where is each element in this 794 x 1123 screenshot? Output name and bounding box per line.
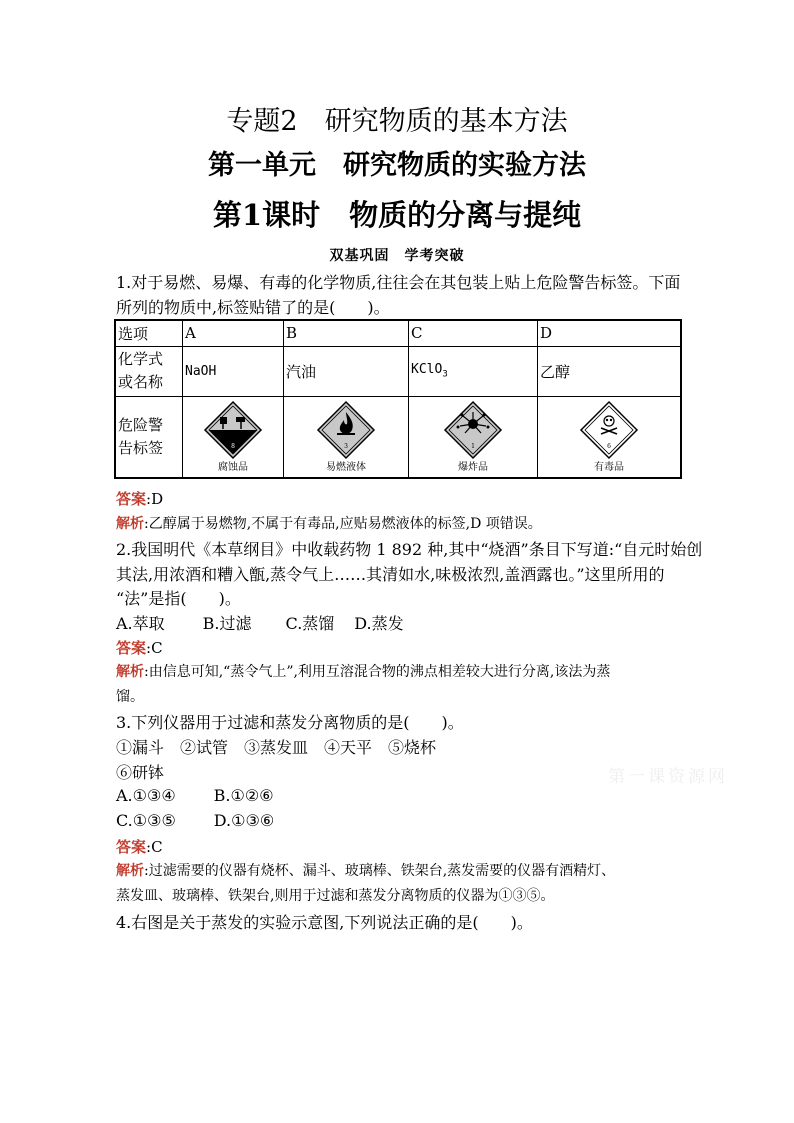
table-header-option: 选项 [115,320,183,346]
table-row-options [115,320,681,346]
answer-value: :C [146,639,163,657]
answer-label: 答案 [116,639,147,657]
answer-label: 答案 [116,838,147,856]
q3-choice-a: A.①③④ [116,786,176,805]
option-a: A [183,320,284,346]
q2-line1: 2.我国明代《本草纲目》中收载药物 1 892 种,其中“烧酒”条目下写道:“自元时始创 [116,540,703,559]
hazard-table [114,319,682,479]
q3-line1: 3.下列仪器用于过滤和蒸发分离物质的是( )。 [116,713,464,732]
flame-sign-number: 3 [344,442,348,450]
table-row-substances [115,346,681,396]
substance-c-subscript: 3 [442,369,448,380]
unit-title: 第一单元 研究物质的实验方法 [208,150,586,181]
q3-items-line2: ⑥研钵 [116,763,165,782]
answer-label: 答案 [116,490,147,508]
q1-analysis [116,513,542,533]
section-subtitle: 双基巩固 学考突破 [329,248,465,264]
q1-answer [116,488,163,509]
analysis-label: 解析 [116,863,144,879]
answer-value: :D [146,490,164,508]
q3-analysis-line2: 蒸发皿、玻璃棒、铁架台,则用于过滤和蒸发分离物质的仪器为①③⑤。 [116,888,555,904]
table-header-label [115,396,183,478]
q3-choice-d: D.①③⑥ [213,811,275,830]
substance-a: NaOH [183,346,284,396]
q1-line1: 1.对于易燃、易爆、有毒的化学物质,往往会在其包装上贴上危险警告标签。下面 [116,273,681,292]
q3-choice-b: B.①②⑥ [213,786,274,805]
q3-analysis-line1 [116,860,615,880]
q2-analysis-line1 [116,661,610,681]
formula-header-line1: 化学式 [118,350,164,368]
sign-caption-b: 易燃液体 [326,461,366,473]
option-c: C [409,320,538,346]
answer-value: :C [146,838,163,856]
sign-caption-d: 有毒品 [594,461,624,473]
lesson-title: 第1课时 物质的分离与提纯 [212,198,582,232]
q3-items-line1: ①漏斗 ②试管 ③蒸发皿 ④天平 ⑤烧杯 [116,738,437,757]
sign-cell-a [183,396,284,478]
skull-sign-icon [579,400,639,460]
sign-caption-a: 腐蚀品 [218,461,248,473]
sign-cell-b [284,396,409,478]
analysis-label: 解析 [116,516,144,532]
q2-analysis-line2: 馏。 [116,689,144,705]
table-row-signs [115,396,681,478]
q2-choices [116,611,404,634]
formula-header-line2: 或名称 [118,373,164,391]
skull-sign-number: 6 [607,442,611,450]
analysis-text: :乙醇属于易燃物,不属于有毒品,应贴易燃液体的标签,D 项错误。 [144,516,542,532]
q2-line3: “法”是指( )。 [116,589,241,608]
table-header-formula [115,346,183,396]
q3-answer [116,836,163,857]
q2-choice-c: C.蒸馏 [285,614,335,633]
sign-cell-d [538,396,682,478]
option-b: B [284,320,409,346]
analysis-label: 解析 [116,664,144,680]
substance-b: 汽油 [284,346,409,396]
q4-line1: 4.右图是关于蒸发的实验示意图,下列说法正确的是( )。 [116,913,533,932]
sign-cell-c [409,396,538,478]
label-header-line2: 告标签 [118,438,164,457]
q1-line2: 所列的物质中,标签贴错了的是( )。 [116,298,390,317]
q3-choices-row1 [116,786,274,805]
q2-line2: 其法,用浓酒和糟入甑,蒸令气上……其清如水,味极浓烈,盖酒露也。”这里所用的 [116,565,665,584]
label-header-line1: 危险警 [118,415,164,434]
q2-answer [116,637,163,658]
option-d: D [538,320,682,346]
q2-choice-b: B.过滤 [202,614,252,633]
flame-sign-icon [316,400,376,460]
q2-choice-a: A.萃取 [116,614,165,633]
q3-choice-c: C.①③⑤ [116,811,176,830]
corrosive-sign-number: 8 [231,442,235,450]
q3-choices-row2 [116,811,274,830]
analysis-text: :过滤需要的仪器有烧杯、漏斗、玻璃棒、铁架台,蒸发需要的仪器有酒精灯、 [144,863,616,879]
watermark: 第一课资源网 [608,767,728,787]
topic-title: 专题2 研究物质的基本方法 [226,106,568,137]
explosive-sign-number: 1 [471,442,475,450]
analysis-text: :由信息可知,“蒸令气上”,利用互溶混合物的沸点相差较大进行分离,该法为蒸 [144,664,611,680]
substance-c-text: KClO [411,362,443,378]
substance-d: 乙醇 [538,346,682,396]
explosive-sign-icon [443,400,503,460]
sign-caption-c: 爆炸品 [458,461,488,473]
corrosive-sign-icon [203,400,263,460]
substance-c [409,346,538,396]
q2-choice-d: D.蒸发 [354,614,404,633]
